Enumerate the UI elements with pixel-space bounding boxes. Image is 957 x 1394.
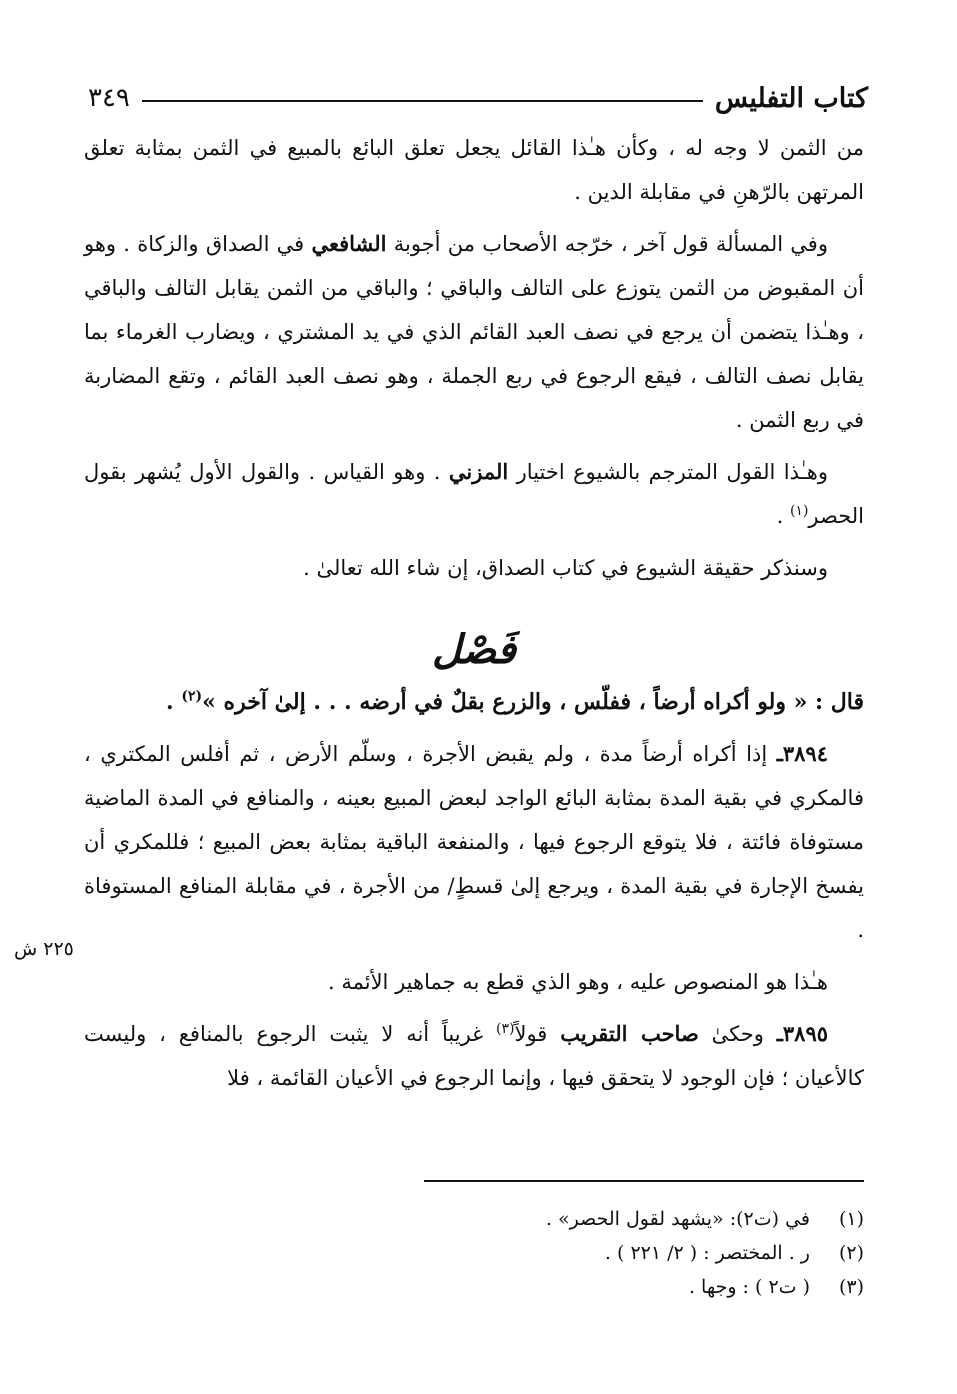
footnote-ref-2[interactable]: (٢) [181,688,203,705]
paragraph-3895: ٣٨٩٥ـ وحكىٰ صاحب التقريب قولاً$^{(٣)}$ غريباً أنه لا يثبت الرجوع بالمنافع ، وليست كالأعيان ؛ فإن الوجود لا يتحقق فيها ، وإنما الرجوع في الأعيان القائمة ، فلا [84,1021,864,1090]
footnote-ref-1[interactable]: (١) [789,503,809,519]
paragraph-6: هـٰذا هو المنصوص عليه ، وهو الذي قطع به جماهير الأئمة . [327,970,828,994]
running-header [88,78,868,118]
paragraph-1: من الثمن لا وجه له ، وكأن هـٰذا القائل يجعل تعلق البائع بالمبيع في الثمن بمثابة تعلق المرتهن بالرّهنِ في مقابلة الدين . [84,136,864,204]
name-shafii: الشافعي [311,231,387,256]
header-rule [142,100,703,102]
manuscript-margin-note: ٢٢٥ ش [14,938,74,960]
footnote-3: (٣) ( ت٢ ) : وجها . [688,1276,864,1298]
chapter-title: كتاب التفليس [714,82,868,114]
paragraph-3894: ٣٨٩٤ـ إذا أكراه أرضاً مدة ، ولم يقبض الأجرة ، وسلّم الأرض ، ثم أفلس المكتري ، فالمكري في بقية المدة بمثابة البائع الواجد لبعض المبيع بعينه ، والمنافع في المدة الماضية مستوفاة فائتة ، فلا يتوقع الرجوع فيها ، والمنفعة الباقية بمثابة بعض المبيع ؛ فللمكري أن يفسخ الإجارة في بقية المدة ، ويرجع إلىٰ قسطٍ/ من الأجرة ، في مقابلة المنافع المستوفاة . [84,741,864,942]
page-number: ٣٤٩ [88,83,130,113]
footnote-separator [424,1180,864,1182]
footnote-2: (٢) ر . المختصر : ( ٢/ ٢٢١ ) . [604,1242,864,1264]
issue-number-3895: ٣٨٩٥ـ [776,1021,829,1046]
name-muzani: المزني [448,459,509,484]
paragraph-4: وسنذكر حقيقة الشيوع في كتاب الصداق، إن شاء الله تعالىٰ . [303,556,828,580]
name-sahib-altaqrib: صاحب التقريب [560,1021,699,1046]
paragraph-3: وهـٰذا القول المترجم بالشيوع اختيار المزني . وهو القياس . والقول الأول يُشهر بقول الحصر$^{(١)}$ . [84,459,864,528]
main-text [84,126,864,1108]
section-heading-fasl: فَصْل [431,626,517,673]
footnotes [84,1202,864,1304]
issue-number-3894: ٣٨٩٤ـ [776,741,828,766]
footnote-1: (١) في (ت٢): «يشهد لقول الحصر» . [545,1208,864,1230]
quoted-statement: قال : « ولو أكراه أرضاً ، ففلّس ، والزرع بقلٌ في أرضه . . . إلىٰ آخره »$^{(٢)}$ . [166,688,864,715]
paragraph-2: وفي المسألة قول آخر ، خرّجه الأصحاب من أجوبة الشافعي في الصداق والزكاة . وهو أن المقبوض من الثمن يتوزع على التالف والباقي ؛ والباقي من الثمن يقابل التالف والباقي ، وهـٰذا يتضمن أن يرجع في نصف العبد القائم الذي في يد المشتري ، ويضارب الغرماء بما يقابل نصف التالف ، فيقع الرجوع في ربع الجملة ، وهو نصف العبد القائم ، وتقع المضاربة في ربع الثمن . [84,231,864,432]
footnote-ref-3[interactable]: (٣) [496,1021,515,1037]
